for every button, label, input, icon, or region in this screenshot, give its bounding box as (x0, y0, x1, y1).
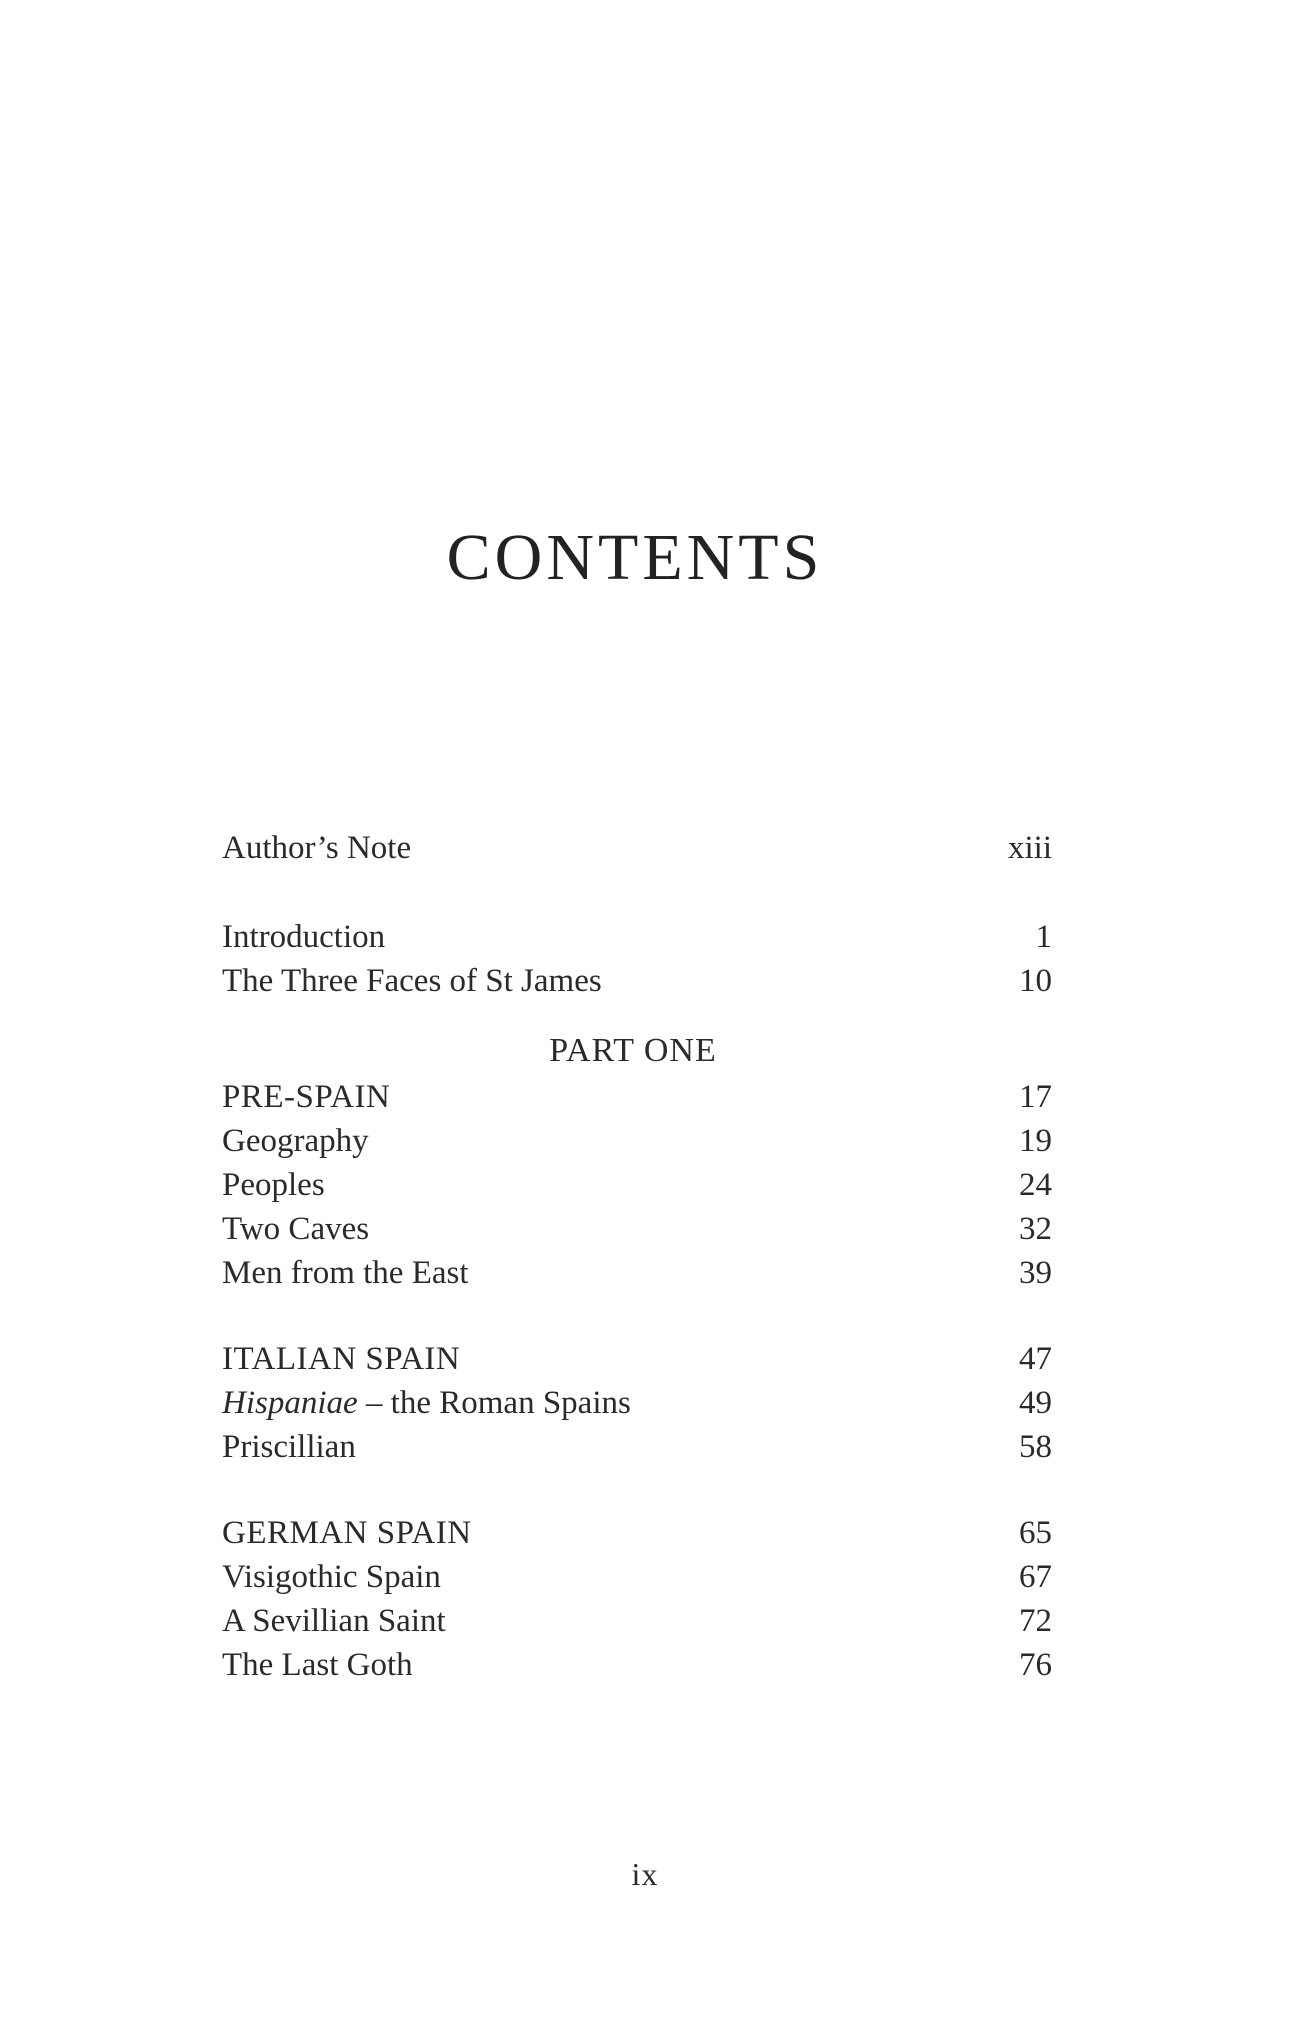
toc-entry-label-rest: – the Roman Spains (357, 1385, 631, 1421)
toc-entry (222, 1381, 1052, 1425)
toc-entry-page: 10 (1019, 963, 1052, 999)
toc-entry-page: 49 (1019, 1385, 1052, 1421)
toc-entry-page: 67 (1019, 1559, 1052, 1595)
toc-entry-page: 58 (1019, 1429, 1052, 1465)
toc-entry-label: Men from the East (222, 1255, 469, 1291)
toc-entry-label: Priscillian (222, 1429, 356, 1465)
toc-entry-label-italic: Hispaniae (222, 1385, 358, 1421)
toc-entry (222, 1207, 1052, 1251)
toc-entry (222, 1163, 1052, 1207)
toc-entry-label (222, 1381, 631, 1425)
part-heading: PART ONE (549, 1032, 717, 1069)
toc-entry-page: 17 (1019, 1079, 1052, 1115)
toc-entry-label: A Sevillian Saint (222, 1603, 446, 1639)
toc-entry-label: The Three Faces of St James (222, 963, 602, 999)
toc-entry-page: 39 (1019, 1255, 1052, 1291)
toc-entry (222, 1555, 1052, 1599)
toc-entry-label: Visigothic Spain (222, 1559, 441, 1595)
toc-section-label: PRE-SPAIN (222, 1079, 391, 1115)
toc-entry-page: 1 (1035, 919, 1052, 955)
toc-section-label: ITALIAN SPAIN (222, 1341, 461, 1377)
toc-entry (222, 1119, 1052, 1163)
toc-entry-page: 76 (1019, 1647, 1052, 1683)
toc-entry-label: Two Caves (222, 1211, 370, 1247)
toc-section-pre-spain (222, 1075, 1052, 1119)
toc-entry-page: 32 (1019, 1211, 1052, 1247)
page-title: CONTENTS (446, 521, 824, 594)
toc-entry-label: Geography (222, 1123, 369, 1159)
toc-entry-authors-note (222, 826, 1052, 870)
toc-entry-page: 24 (1019, 1167, 1052, 1203)
toc-section-italian-spain (222, 1337, 1052, 1381)
table-of-contents (222, 826, 1052, 1687)
toc-section-label: GERMAN SPAIN (222, 1515, 472, 1551)
toc-entry-three-faces (222, 959, 1052, 1003)
toc-entry-label: Author’s Note (222, 830, 412, 866)
toc-entry-page: 47 (1019, 1341, 1052, 1377)
toc-entry-page: 72 (1019, 1603, 1052, 1639)
toc-entry (222, 1599, 1052, 1643)
toc-section-german-spain (222, 1511, 1052, 1555)
toc-entry-label: The Last Goth (222, 1647, 413, 1683)
toc-entry-label: Peoples (222, 1167, 325, 1203)
page-number-folio: ix (631, 1856, 659, 1892)
toc-entry (222, 1643, 1052, 1687)
toc-entry-label: Introduction (222, 919, 386, 955)
toc-entry (222, 1251, 1052, 1295)
toc-entry (222, 1425, 1052, 1469)
toc-entry-page: xiii (1007, 830, 1052, 866)
toc-entry-page: 19 (1019, 1123, 1052, 1159)
toc-entry-page: 65 (1019, 1515, 1052, 1551)
toc-entry-introduction (222, 915, 1052, 959)
